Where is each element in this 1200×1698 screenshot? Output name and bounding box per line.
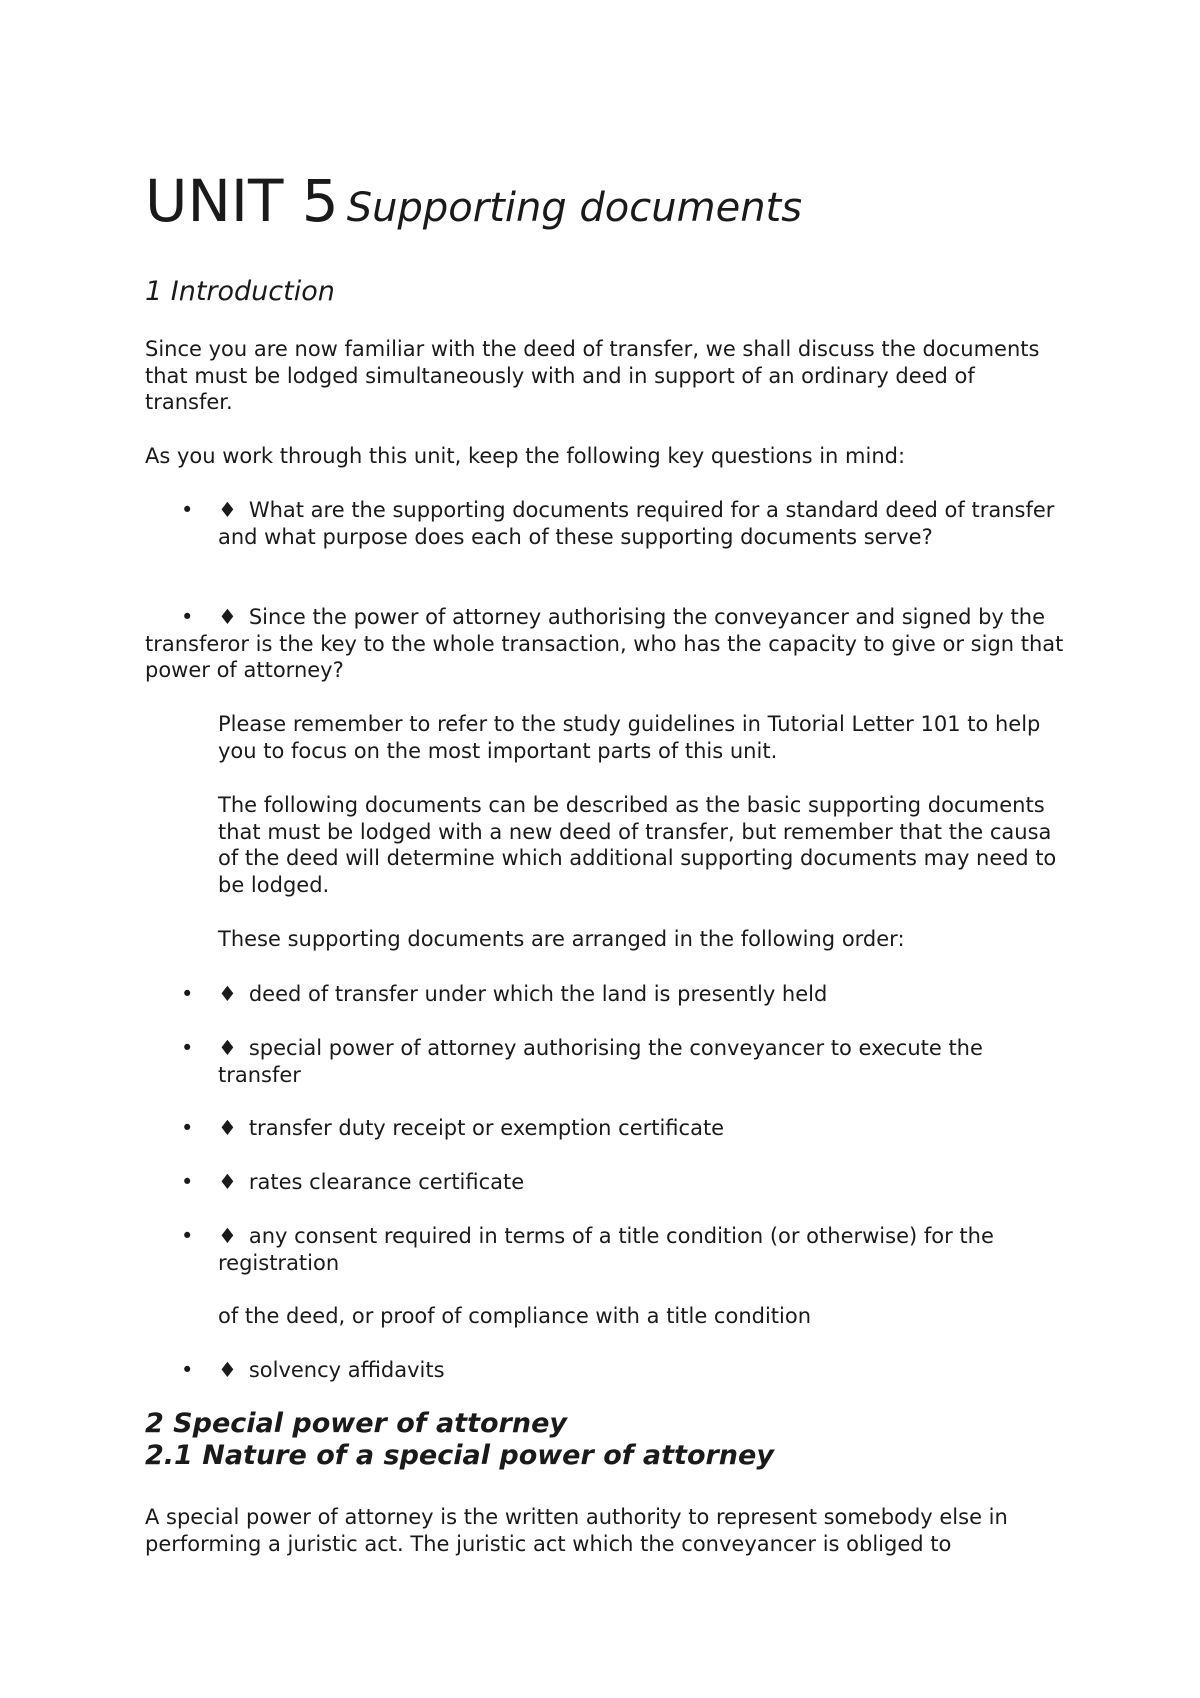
document-text: deed of transfer under which the land is presently held: [248, 982, 828, 1006]
document-text: solvency affidavits: [248, 1358, 445, 1382]
diamond-icon: ♦: [218, 1036, 237, 1060]
question-text: Since the power of attorney authorising the conveyancer and signed by the transferor is the key to the whole transaction, who has the capacity to give or sign that power of attorney?: [145, 605, 1064, 682]
bullet-icon: •: [181, 1116, 194, 1140]
special-power-paragraph: A special power of attorney is the written authority to represent somebody else in performing a juristic act. The juristic act which the conveyancer is obliged to: [145, 1505, 1008, 1556]
document-text: any consent required in terms of a title condition (or otherwise) for the registration: [218, 1224, 994, 1275]
bullet-icon: •: [181, 605, 194, 629]
bullet-icon: •: [181, 1224, 194, 1248]
intro-paragraph: Since you are now familiar with the deed of transfer, we shall discuss the documents that must be lodged simultaneously with and in support of an ordinary deed of transfer.: [145, 337, 1040, 414]
diamond-icon: ♦: [218, 1170, 237, 1194]
page-title: [145, 167, 803, 235]
bullet-icon: •: [181, 1358, 194, 1382]
list-item: [145, 981, 1065, 1008]
key-questions-intro: As you work through this unit, keep the following key questions in mind:: [145, 444, 906, 468]
bullet-icon: •: [181, 498, 194, 522]
list-item: [145, 1115, 1065, 1142]
basic-documents-paragraph: The following documents can be described as the basic supporting documents that must be lodged with a new deed of transfer, but remember that the causa of the deed will determine which additional supporting documents may need to be lodged.: [218, 793, 1057, 897]
order-intro: These supporting documents are arranged in the following order:: [218, 927, 905, 951]
diamond-icon: ♦: [218, 1358, 237, 1382]
list-item: [145, 1223, 1065, 1276]
subsection-heading-nature: 2.1 Nature of a special power of attorney: [145, 1440, 774, 1471]
bullet-icon: •: [181, 1036, 194, 1060]
bullet-icon: •: [181, 982, 194, 1006]
question-text: What are the supporting documents required for a standard deed of transfer and what purpose does each of these supporting documents serve?: [218, 498, 1055, 549]
diamond-icon: ♦: [218, 982, 237, 1006]
document-text: rates clearance certificate: [248, 1170, 525, 1194]
diamond-icon: ♦: [218, 498, 237, 522]
study-guidelines-paragraph: Please remember to refer to the study guidelines in Tutorial Letter 101 to help you to focus on the most important parts of this unit.: [218, 712, 1041, 763]
list-item: [145, 1169, 1065, 1196]
list-item: [145, 497, 1065, 550]
diamond-icon: ♦: [218, 605, 237, 629]
list-item: [145, 1035, 1065, 1088]
list-item: [145, 1357, 1065, 1384]
continuation-text: of the deed, or proof of compliance with a title condition: [218, 1304, 812, 1328]
unit-subtitle: Supporting documents: [346, 185, 803, 231]
bullet-icon: •: [181, 1170, 194, 1194]
section-heading-introduction: 1 Introduction: [145, 276, 335, 307]
diamond-icon: ♦: [218, 1116, 237, 1140]
diamond-icon: ♦: [218, 1224, 237, 1248]
unit-number: UNIT 5: [145, 167, 339, 235]
section-heading-special-power: 2 Special power of attorney: [145, 1408, 567, 1439]
document-text: special power of attorney authorising the conveyancer to execute the transfer: [218, 1036, 983, 1087]
document-text: transfer duty receipt or exemption certificate: [248, 1116, 725, 1140]
list-item: [145, 604, 1065, 684]
